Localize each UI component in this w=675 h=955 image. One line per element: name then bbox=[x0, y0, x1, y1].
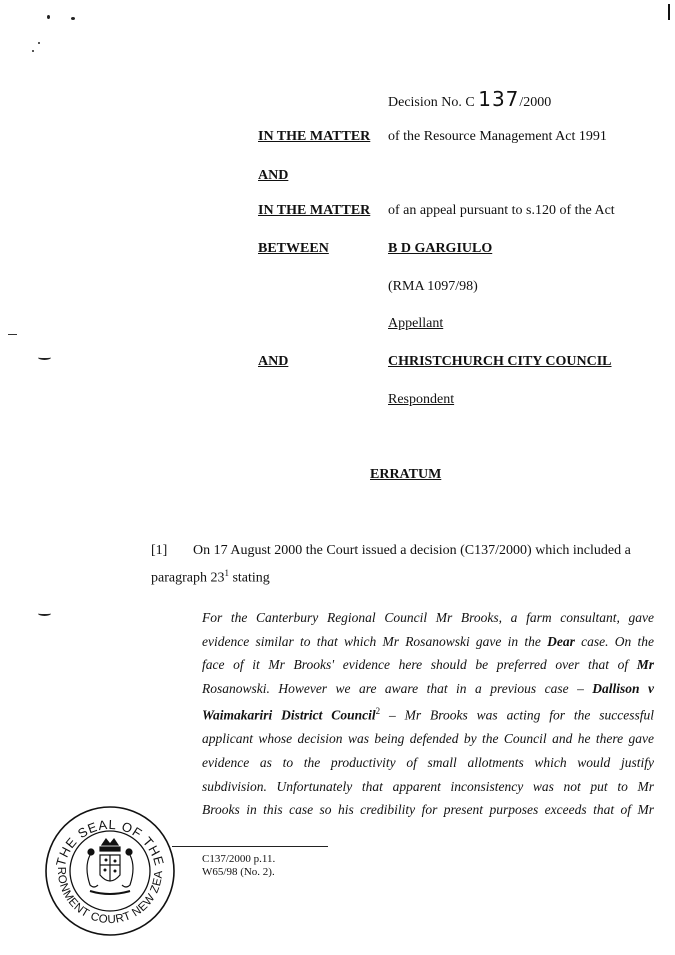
decision-prefix: Decision No. C bbox=[388, 95, 475, 110]
scan-mark bbox=[8, 334, 17, 335]
punch-mark bbox=[38, 611, 51, 616]
seal-emblem bbox=[44, 805, 176, 937]
quote-line: evidence as to the productivity of small allotments which would justify bbox=[202, 755, 654, 771]
footnote-1: C137/2000 p.11. bbox=[202, 853, 276, 865]
footnote-ref-1: 1 bbox=[224, 568, 229, 578]
paragraph-line-1: On 17 August 2000 the Court issued a decision (C137/2000) which included a bbox=[193, 543, 631, 558]
quote-text: case. On the bbox=[574, 633, 654, 649]
scan-speck bbox=[47, 15, 50, 19]
paragraph-line-2-text: paragraph 23 bbox=[151, 570, 225, 586]
court-seal bbox=[44, 805, 176, 937]
paragraph-number: [1] bbox=[151, 543, 168, 558]
quote-text: face of it Mr Brooks' evidence here should be preferred over that of bbox=[202, 657, 637, 673]
appellant-role: Appellant bbox=[388, 316, 444, 331]
quoted-passage bbox=[202, 606, 654, 822]
matter1-text: of the Resource Management Act 1991 bbox=[388, 129, 607, 144]
and1-label: AND bbox=[258, 168, 289, 183]
matter1-label: IN THE MATTER bbox=[258, 129, 371, 144]
quote-line: For the Canterbury Regional Council Mr Brooks, a farm consultant, gave bbox=[202, 610, 654, 625]
quote-text: evidence similar to that which Mr Rosanowski gave in the bbox=[202, 633, 548, 649]
and2-label: AND bbox=[258, 354, 289, 369]
scan-speck bbox=[32, 50, 34, 52]
quote-case-name: Dear bbox=[547, 633, 575, 649]
decision-suffix: /2000 bbox=[519, 95, 552, 110]
quote-line: subdivision. Unfortunately that apparent inconsistency was not put to Mr bbox=[202, 778, 654, 794]
quote-line: applicant whose decision was being defended by the Council and he there gave bbox=[202, 731, 654, 747]
rma-reference: (RMA 1097/98) bbox=[388, 279, 478, 294]
matter2-label: IN THE MATTER bbox=[258, 203, 371, 218]
footnote-divider bbox=[172, 846, 328, 847]
between-label: BETWEEN bbox=[258, 241, 329, 256]
decision-number-handwritten: 137 bbox=[478, 87, 520, 111]
quote-line: Brooks in this case so his credibility for present purposes exceeds that of Mr bbox=[202, 802, 654, 818]
decision-number-line bbox=[388, 87, 552, 111]
page-title: ERRATUM bbox=[370, 467, 442, 482]
quote-line bbox=[202, 677, 654, 701]
footnote-2: W65/98 (No. 2). bbox=[202, 866, 275, 878]
quote-line bbox=[202, 700, 654, 727]
respondent-role: Respondent bbox=[388, 392, 455, 407]
scan-speck bbox=[71, 17, 75, 20]
svg-text:ENVIRONMENT COURT NEW ZEALAND: RONMENT COURT NEW ZEA bbox=[54, 866, 166, 927]
quote-bold: Mr bbox=[636, 657, 654, 673]
punch-mark bbox=[38, 355, 51, 360]
paragraph-line-2 bbox=[151, 567, 270, 587]
paragraph-line-2-end: stating bbox=[228, 570, 270, 586]
svg-text:THE SEAL OF THE: THE SEAL OF THE bbox=[52, 816, 168, 868]
scan-edge-mark bbox=[668, 4, 670, 20]
quote-text: – Mr Brooks was acting for the successful bbox=[380, 707, 654, 723]
footnote-ref-2: 2 bbox=[375, 706, 381, 717]
respondent-name: CHRISTCHURCH CITY COUNCIL bbox=[388, 354, 612, 369]
matter2-text: of an appeal pursuant to s.120 of the Act bbox=[388, 203, 615, 218]
quote-line bbox=[202, 653, 654, 677]
quote-line bbox=[202, 630, 654, 654]
appellant-name: B D GARGIULO bbox=[388, 241, 493, 256]
quote-case-name: Dallison v bbox=[592, 680, 654, 696]
scan-speck bbox=[38, 42, 40, 44]
quote-text: Rosanowski. However we are aware that in a previous case – bbox=[202, 680, 593, 696]
quote-case-name: Waimakariri District Council bbox=[202, 707, 376, 723]
